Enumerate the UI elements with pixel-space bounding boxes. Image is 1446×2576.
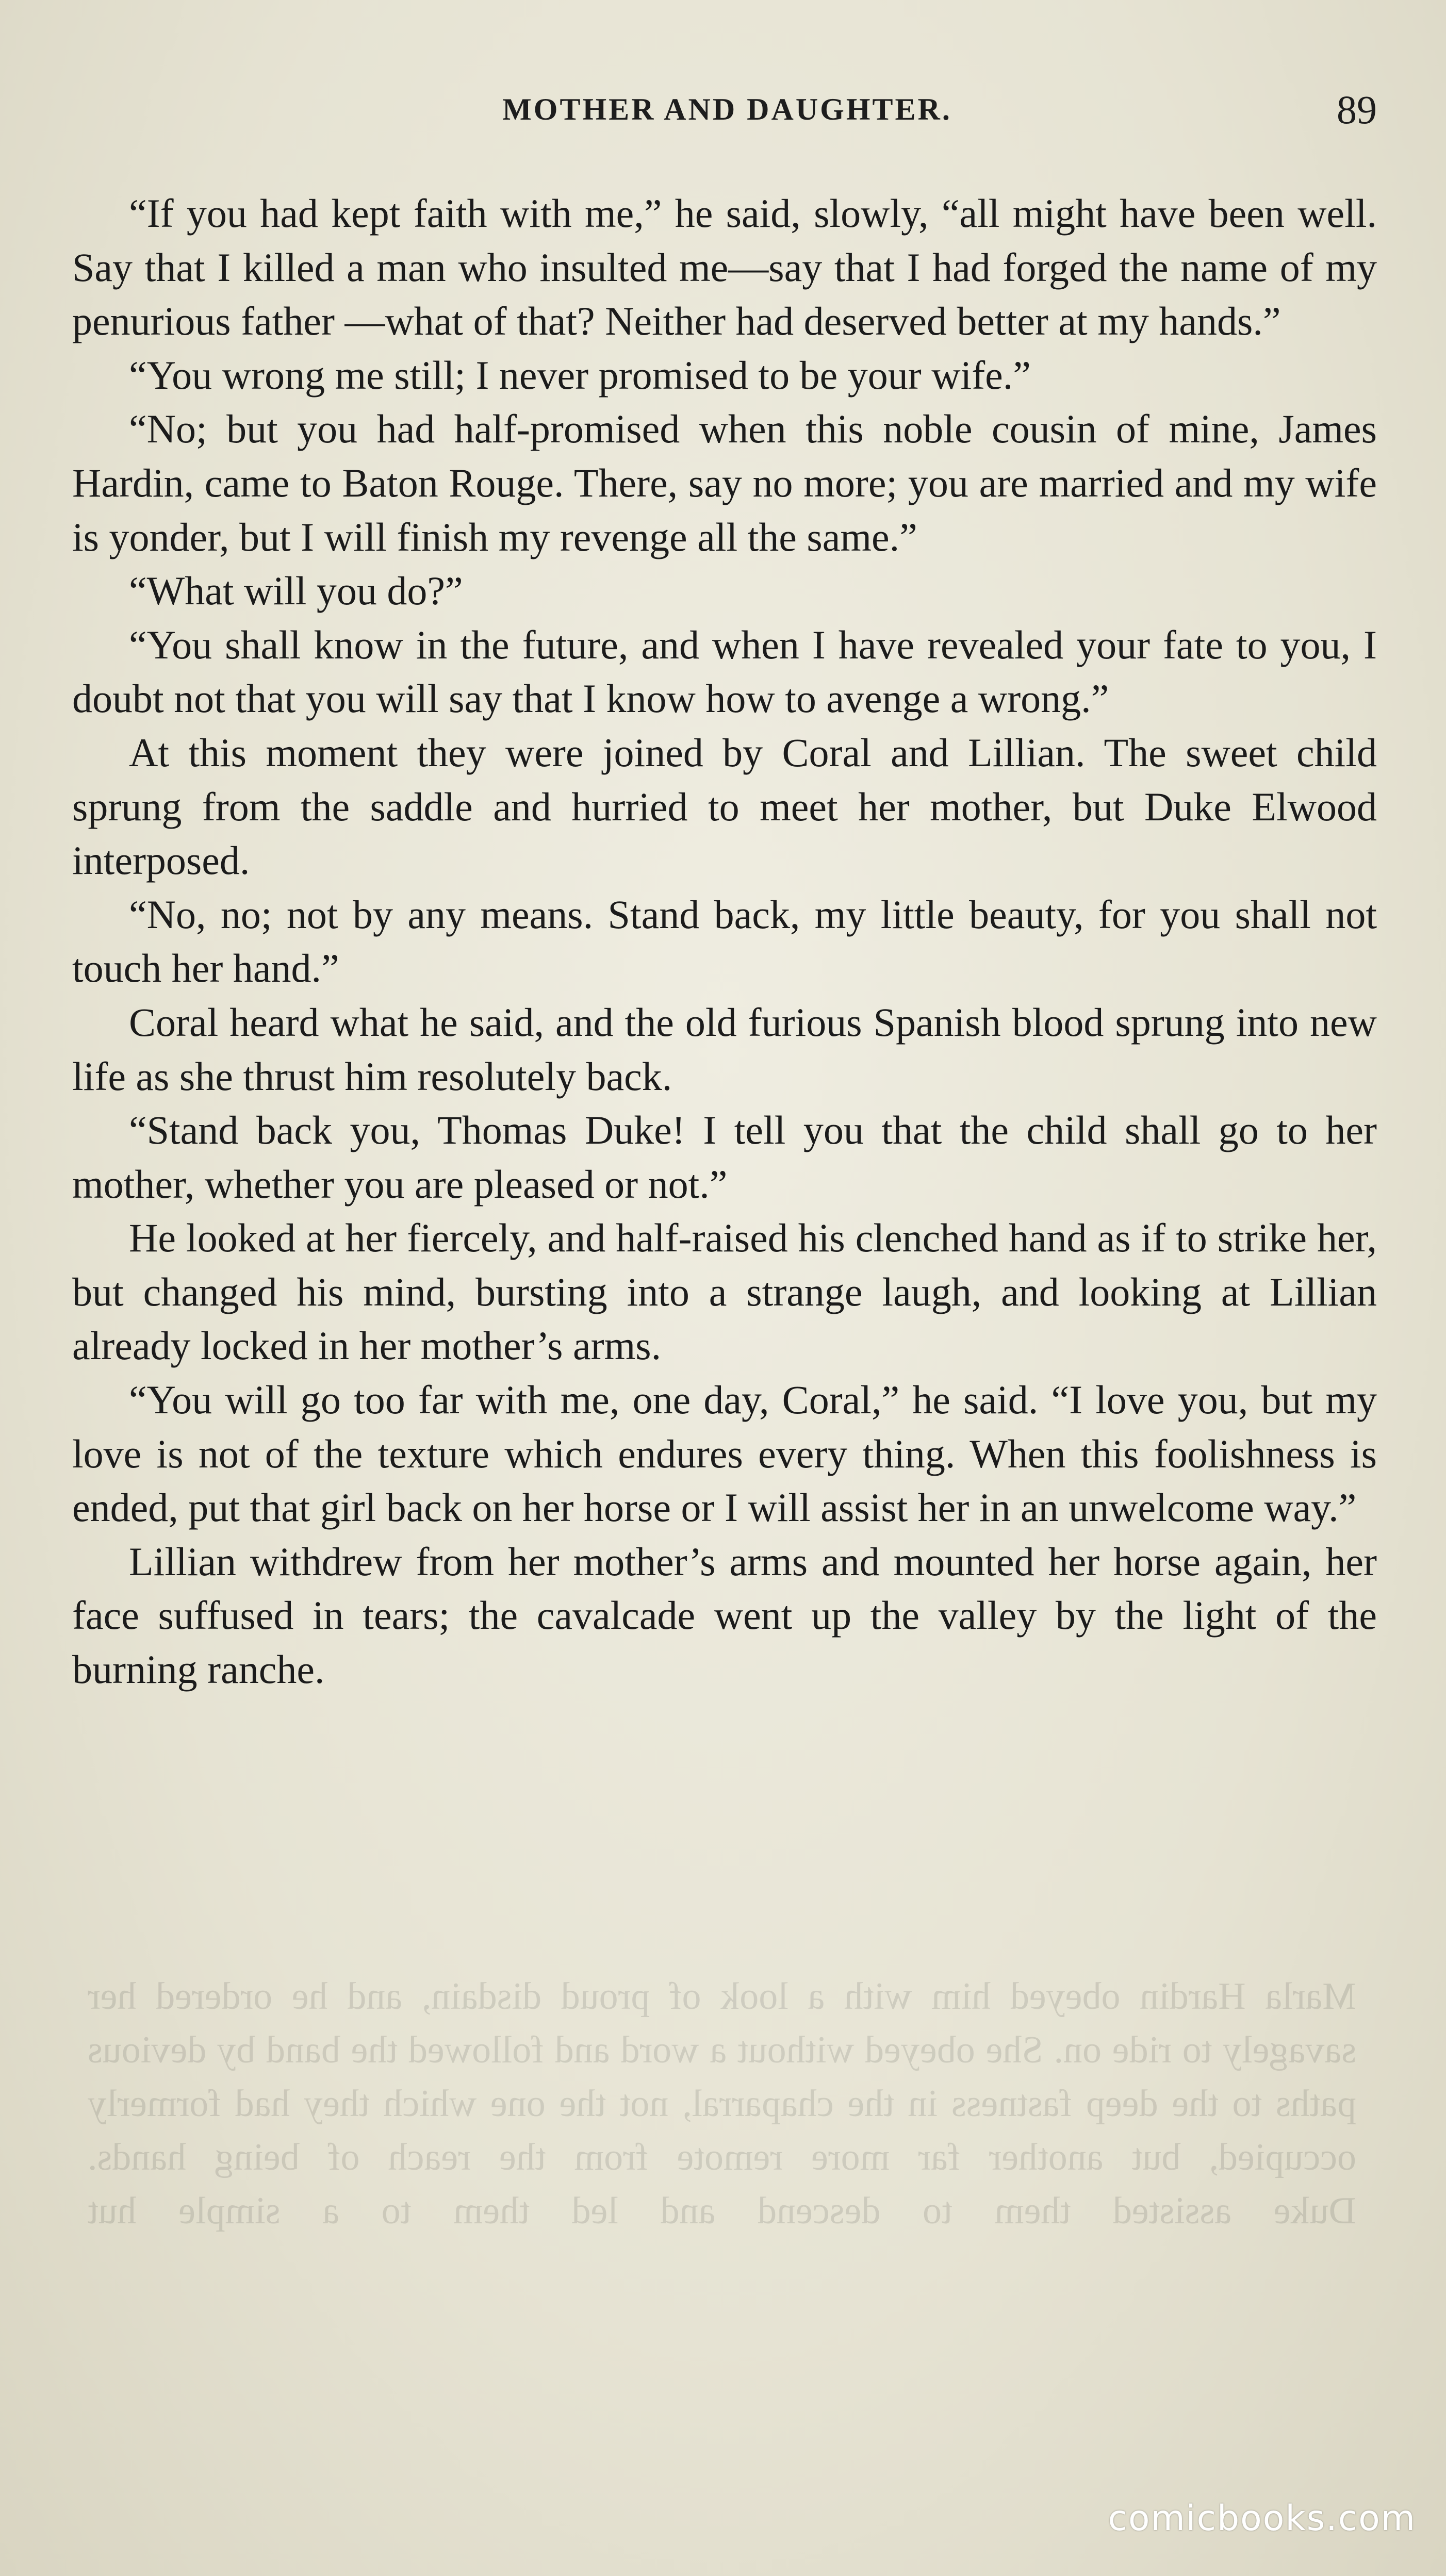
paragraph: Coral heard what he said, and the old furious Spanish blood sprung into new life as she thrust him resolutely back. [72,999,1377,1099]
paragraph: “You wrong me still; I never promised to be your wife.” [129,352,1031,398]
page-number: 89 [1337,87,1377,132]
running-head: MOTHER AND DAUGHTER. [502,92,952,126]
paragraph: “If you had kept faith with me,” he said, slowly, “all might have been well. Say that I killed a man who insulted me—say that I had forged the name of my penurious father —what of that? Neither had deserved better at my hands.” [72,191,1377,344]
paragraph: He looked at her fiercely, and half-raised his clenched hand as if to strike her, but changed his mind, bursting into a strange laugh, and looking at Lillian already locked in her mother’s arms. [72,1215,1377,1368]
watermark: comicbooks.com [1108,2498,1416,2539]
paragraph: “You shall know in the future, and when I have revealed your fate to you, I doubt not that you will say that I know how to avenge a wrong.” [72,622,1377,721]
paragraph: “What will you do?” [129,568,463,614]
paragraph: “Stand back you, Thomas Duke! I tell you that the child shall go to her mother, whether you are pleased or not.” [72,1108,1377,1207]
paragraph: “You will go too far with me, one day, Coral,” he said. “I love you, but my love is not of the texture which endures every thing. When this foolishness is ended, put that girl back on her horse or I will assist her in an unwelcome way.” [72,1377,1377,1530]
paragraph: Lillian withdrew from her mother’s arms and mounted her horse again, her face suffused in tears; the cavalcade went up the valley by the light of the burning ranche. [72,1539,1377,1692]
paragraph: “No, no; not by any means. Stand back, my little beauty, for you shall not touch her hand.” [72,891,1377,991]
paragraph: At this moment they were joined by Coral and Lillian. The sweet child sprung from the saddle and hurried to meet her mother, but Duke Elwood interposed. [72,730,1377,883]
paragraph: “No; but you had half-promised when this noble cousin of mine, James Hardin, came to Baton Rouge. There, say no more; you are married and my wife is yonder, but I will finish my revenge all the same.” [72,406,1377,559]
body-text [72,187,1377,1697]
page-header [72,87,1382,138]
show-through-texture: Marla Hardin obeyed him with a look of proud disdain, and he ordered her savagely to ride on. She obeyed without a word and followed the band by devious paths to the deep fastness in the chaparral, not the one which they had formerly occupied, but another far more remote from the reach of being hands. Duke assisted them to descend and led them to a simple hut [88,1975,1356,2232]
